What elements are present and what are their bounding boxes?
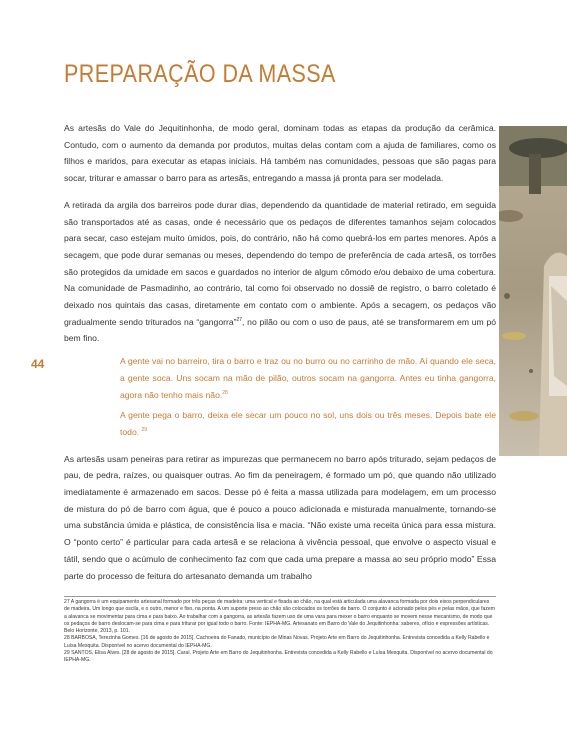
- quote-1: [120, 353, 496, 403]
- paragraph-1: As artesãs do Vale do Jequitinhonha, de modo geral, dominam todas as etapas da produção da cerâmica. Contudo, com o aumento da demanda por produtos, muitas delas contam com a ajuda de familiares, como os filhos e maridos, para executar as etapas iniciais. Há também nas comunidades, pessoas que são pagas para socar, triturar e amassar o barro para as artesãs, entregando a massa já pronta para ser modelada.: [64, 123, 496, 184]
- footnote-27: 27 A gangorra é um equipamento artesanal formado por três peças de madeira: uma vertical e fixada ao chão, na qual está articulada uma alavanca formada por dois eixos perpendiculares de madeira. Um longo que oscila, e o outro, menor e fixo, na ponta. A um suporte preso ao chão são colocados os torrões de barro. O conjunto é acionado pelos pés e pelas mãos, que fazem a alavanca se movimentar para cima e para baixo. Ao trabalhar com a gangorra, as artesãs fazem uso de uma vara para mexer o barro enquanto se movem nesse mecanismo, de modo que os pedaços de barro deslocam-se para cima e para triturar por igual todo o barro. Fonte: IEPHA-MG. Artesanato em Barro do Vale do Jequitinhonha: saberes, ofício e expressões artísticas. Belo Horizonte, 2013, p. 101.: [64, 599, 495, 635]
- footnote-ref-29: 29: [141, 427, 148, 434]
- quote-2-text: A gente pega o barro, deixa ele secar um pouco no sol, uns dois ou três meses. Depois bate ele todo.: [120, 410, 496, 437]
- quote-2: [120, 407, 496, 440]
- page-number: 44: [31, 357, 45, 371]
- footnote-ref-27: 27: [236, 316, 243, 323]
- paragraph-2-text: A retirada da argila dos barreiros pode durar dias, dependendo da quantidade de material retirado, em seguida são transportados até as casas, onde é necessário que os pedaços de diferentes tamanhos sejam colocados para secar, caso estejam muito úmidos, pois, do contrário, não há como quebrá-los em partes menores. Após a secagem, que pode durar semanas ou meses, dependendo do tempo de preferência de cada artesã, os torrões são protegidos da umidade em sacos e guardados no interior de algum cômodo e/ou debaixo de uma cobertura. Na comunidade de Pasmadinho, ao contrário, tal como foi observado no dossiê de registro, o barro coletado é deixado nos quintais das casas, diretamente em contato com o ambiente. Após a secagem, os pedaços vão gradualmente sendo triturados na “gangorra”: [64, 199, 496, 327]
- page-title: PREPARAÇÃO DA MASSA: [64, 60, 336, 88]
- quote-block: [120, 353, 496, 441]
- footnote-28: 28 BARBOSA, Terezinha Gomes. [16 de agosto de 2015]. Cachoeira do Fanado, município de Minas Novas. Projeto Arte em Barro do Jequitinhonha. Entrevista concedida a Kelly Rabello e Luísa Mesquita. Disponível no acervo documental do IEPHA-MG.: [64, 635, 490, 649]
- footnote-29: 29 SANTOS, Elisa Alves. [28 de agosto de 2015]. Caraí. Projeto Arte em Barro do Jequitinhonha. Entrevista concedida a Kelly Rabello e Luísa Mesquita. Disponível no acervo documental do IEPHA-MG.: [64, 650, 493, 664]
- main-text: [64, 120, 496, 594]
- paragraph-3: As artesãs usam peneiras para retirar as impurezas que permanecem no barro após triturado, sejam pedaços de pau, de pedra, raízes, ou quaisquer outras. Ao fim da peneiragem, é formado um pó, que quando não utilizado imediatamente é armazenado em sacos. Desse pó é feita a massa utilizada para modelagem, em um processo de mistura do pó de barro com água, que é pouco a pouco adicionada e misturada manualmente, tornando-se uma substância úmida e plástica, de consistência lisa e macia. “Não existe uma receita única para essa mistura. O “ponto certo” é particular para cada artesã e se relaciona à vivência pessoal, que envolve o aspecto visual e tátil, sendo que o acúmulo de conhecimento faz com que cada uma prepare a massa ao seu próprio modo” Essa parte do processo de feitura do artesanato demanda um trabalho: [64, 453, 496, 581]
- quote-1-text: A gente vai no barreiro, tira o barro e traz ou no burro ou no carrinho de mão. Aí quando ele seca, a gente soca. Uns socam na mão de pilão, outros socam na gangorra. Antes eu tinha gangorra, agora não tenho mais não.: [120, 356, 496, 400]
- paragraph-2-tail: , no pilão ou: [242, 316, 290, 327]
- paragraph-2-end: com o uso de paus, até se transformarem em um pó bem fino.: [64, 316, 496, 344]
- footnote-ref-28: 28: [222, 389, 228, 396]
- footnotes: [64, 596, 496, 665]
- courtyard-photo: [499, 126, 567, 456]
- paragraph-2: [64, 197, 496, 347]
